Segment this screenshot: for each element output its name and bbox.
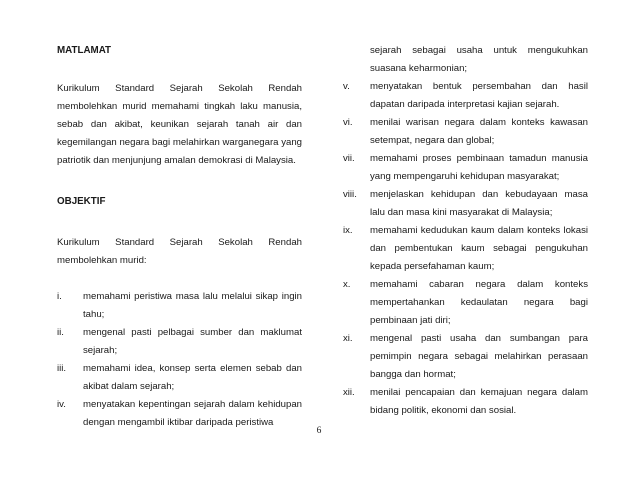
item-text: menjelaskan kehidupan dan kebudayaan masa lalu dan masa kini masyarakat di Malaysia; [370,189,588,218]
item-number: ii. [57,327,64,338]
list-item [57,324,302,360]
item-number: i. [57,291,62,302]
item-text: memahami kedudukan kaum dalam konteks lokasi dan pembentukan kaum sebagai pengukuhan kepada persefahaman kaum; [370,225,588,272]
item-continuation: sejarah sebagai usaha untuk mengukuhkan suasana keharmonian; [370,45,588,74]
item-number: xi. [343,333,353,344]
list-item [343,78,588,114]
list-item [343,150,588,186]
item-number: ix. [343,225,353,236]
item-text: mengenal pasti usaha dan sumbangan para pemimpin negara sebagai melahirkan perasaan bangga dan hormat; [370,333,588,380]
objective-list-left [57,288,302,432]
objective-list-right [343,78,588,420]
item-text: menyatakan bentuk persembahan dan hasil dapatan daripada interpretasi kajian sejarah. [370,81,588,110]
item-text: memahami idea, konsep serta elemen sebab dan akibat dalam sejarah; [83,363,302,392]
list-item [343,186,588,222]
item-text: menilai pencapaian dan kemajuan negara dalam bidang politik, ekonomi dan sosial. [370,387,588,416]
item-number: vi. [343,117,353,128]
page-number: 6 [316,426,322,436]
item-text: memahami proses pembinaan tamadun manusia yang mempengaruhi kehidupan masyarakat; [370,153,588,182]
list-item [57,288,302,324]
item-number: xii. [343,387,355,398]
right-column [343,42,588,420]
item-text: menyatakan kepentingan sejarah dalam kehidupan dengan mengambil iktibar daripada peristiwa [83,399,302,428]
item-number: iii. [57,363,67,374]
objektif-intro: Kurikulum Standard Sejarah Sekolah Rendah membolehkan murid: [57,237,302,266]
list-item [343,222,588,276]
left-column [57,42,302,432]
item-text: memahami peristiwa masa lalu melalui sikap ingin tahu; [83,291,302,320]
list-item [343,384,588,420]
item-number: iv. [57,399,66,410]
matlamat-paragraph: Kurikulum Standard Sejarah Sekolah Rendah membolehkan murid memahami tingkah laku manusia, sebab dan akibat, keunikan sejarah tanah air dan kegemilangan negara bagi melahirkan warganegara yang patriotik dan menjunjung amalan demokrasi di Malaysia. [57,83,302,166]
item-text: memahami cabaran negara dalam konteks mempertahankan kedaulatan negara bagi pembinaan jati diri; [370,279,588,326]
list-item [343,114,588,150]
item-number: v. [343,81,350,92]
list-item [57,360,302,396]
objektif-heading: OBJEKTIF [57,196,106,207]
item-number: x. [343,279,351,290]
list-item [343,330,588,384]
matlamat-heading: MATLAMAT [57,45,112,56]
list-item [343,276,588,330]
item-number: vii. [343,153,355,164]
item-text: mengenal pasti pelbagai sumber dan maklumat sejarah; [83,327,302,356]
item-text: menilai warisan negara dalam konteks kawasan setempat, negara dan global; [370,117,588,146]
item-number: viii. [343,189,357,200]
